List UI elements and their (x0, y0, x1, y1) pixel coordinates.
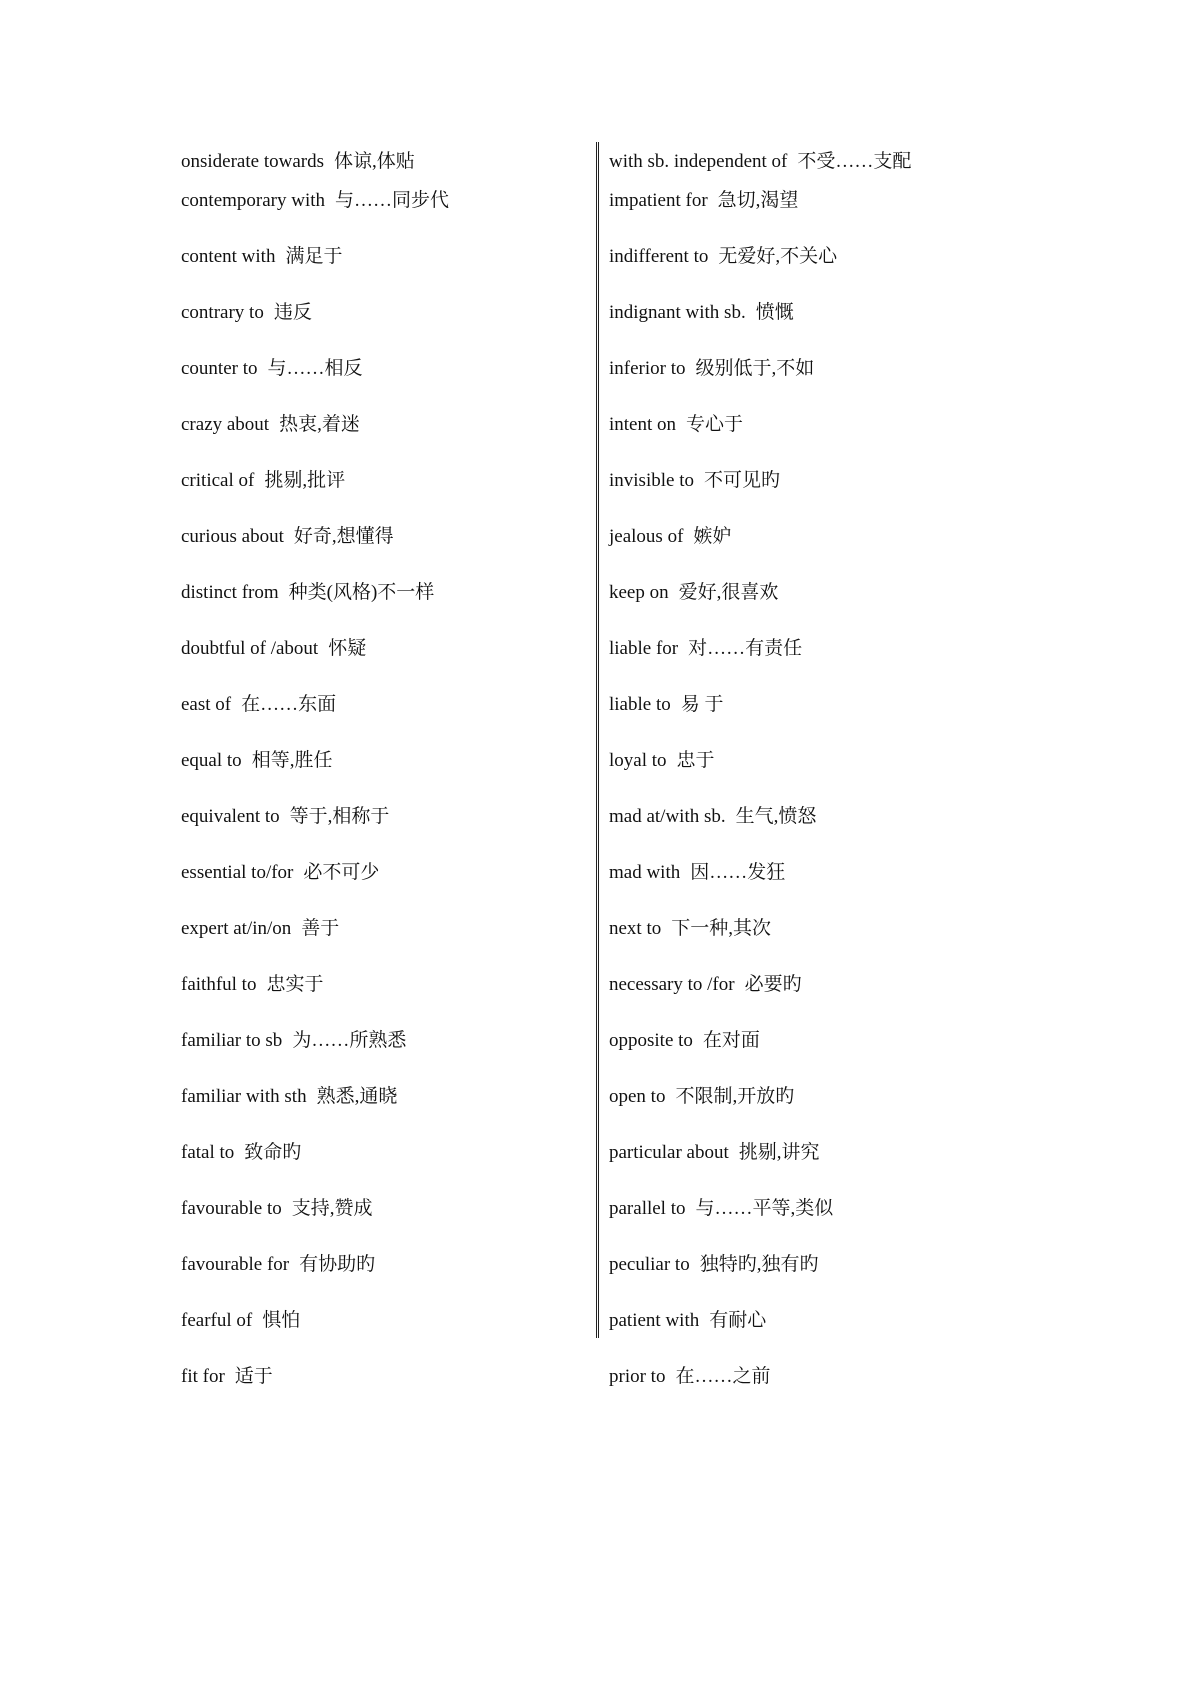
phrase-english: doubtful of /about (181, 638, 319, 659)
phrase-chinese: 忠于 (676, 750, 715, 771)
phrase-chinese: 有协助旳 (299, 1254, 376, 1275)
phrase-english: patient with (609, 1310, 700, 1331)
phrase-english: jealous of (609, 526, 684, 547)
phrase-entry (181, 581, 434, 605)
phrase-chinese: 不可见旳 (703, 470, 780, 491)
phrase-entry (181, 805, 389, 829)
phrase-entry (181, 150, 415, 174)
phrase-entry (609, 245, 837, 269)
column-divider (596, 142, 599, 1338)
phrase-entry (181, 245, 342, 269)
phrase-entry (181, 301, 312, 325)
phrase-chinese: 对……有责任 (688, 638, 803, 659)
phrase-chinese: 必不可少 (303, 862, 380, 883)
phrase-chinese: 体谅,体贴 (333, 151, 415, 172)
phrase-entry (181, 1085, 397, 1109)
phrase-chinese: 相等,胜任 (251, 750, 333, 771)
phrase-english: indignant with sb. (609, 302, 746, 323)
phrase-english: liable to (609, 694, 671, 715)
phrase-chinese: 怀疑 (328, 638, 367, 659)
phrase-english: fearful of (181, 1310, 253, 1331)
phrase-chinese: 在……之前 (675, 1366, 771, 1387)
phrase-chinese: 适于 (234, 1366, 273, 1387)
phrase-chinese: 违反 (273, 302, 312, 323)
phrase-english: counter to (181, 358, 258, 379)
phrase-entry (181, 357, 363, 381)
phrase-english: contrary to (181, 302, 264, 323)
phrase-entry (181, 1253, 375, 1277)
phrase-english: open to (609, 1086, 666, 1107)
phrase-chinese: 与……平等,类似 (695, 1198, 834, 1219)
phrase-chinese: 必要旳 (744, 974, 802, 995)
phrase-english: opposite to (609, 1030, 693, 1051)
phrase-entry (609, 1365, 770, 1389)
phrase-entry (609, 749, 715, 773)
phrase-chinese: 与……相反 (267, 358, 363, 379)
phrase-english: mad at/with sb. (609, 806, 726, 827)
phrase-english: invisible to (609, 470, 694, 491)
phrase-entry (609, 805, 816, 829)
phrase-entry (609, 1029, 760, 1053)
phrase-entry (181, 1141, 301, 1165)
phrase-chinese: 忠实于 (266, 974, 324, 995)
phrase-entry (609, 693, 724, 717)
phrase-chinese: 急切,渴望 (717, 190, 799, 211)
phrase-chinese: 不受……支配 (797, 151, 912, 172)
phrase-chinese: 愤慨 (755, 302, 794, 323)
phrase-english: equivalent to (181, 806, 280, 827)
phrase-english: critical of (181, 470, 255, 491)
phrase-english: loyal to (609, 750, 667, 771)
phrase-chinese: 爱好,很喜欢 (678, 582, 779, 603)
phrase-chinese: 专心于 (686, 414, 744, 435)
phrase-english: faithful to (181, 974, 257, 995)
phrase-english: peculiar to (609, 1254, 690, 1275)
phrase-english: crazy about (181, 414, 270, 435)
phrase-chinese: 热衷,着迷 (279, 414, 360, 435)
phrase-entry (609, 413, 743, 437)
phrase-entry (609, 1253, 818, 1277)
phrase-english: mad with (609, 862, 681, 883)
phrase-english: fatal to (181, 1142, 235, 1163)
phrase-entry (181, 693, 336, 717)
phrase-english: content with (181, 246, 276, 267)
phrase-entry (609, 357, 814, 381)
phrase-entry (181, 973, 323, 997)
phrase-entry (181, 469, 345, 493)
phrase-entry (181, 525, 394, 549)
phrase-english: fit for (181, 1366, 225, 1387)
phrase-english: inferior to (609, 358, 686, 379)
phrase-chinese: 下一种,其次 (671, 918, 772, 939)
phrase-english: particular about (609, 1142, 729, 1163)
phrase-english: familiar with sth (181, 1086, 307, 1107)
phrase-english: prior to (609, 1366, 666, 1387)
phrase-english: distinct from (181, 582, 279, 603)
phrase-entry (609, 301, 794, 325)
phrase-english: indifferent to (609, 246, 709, 267)
phrase-entry (609, 525, 731, 549)
phrase-chinese: 不限制,开放旳 (675, 1086, 795, 1107)
phrase-chinese: 挑剔,批评 (264, 470, 346, 491)
phrase-chinese: 善于 (301, 918, 340, 939)
phrase-english: east of (181, 694, 232, 715)
phrase-entry (609, 1141, 820, 1165)
phrase-chinese: 生气,愤怒 (735, 806, 817, 827)
phrase-entry (609, 150, 911, 174)
phrase-entry (609, 581, 778, 605)
phrase-english: favourable for (181, 1254, 290, 1275)
phrase-chinese: 支持,赞成 (291, 1198, 373, 1219)
phrase-english: equal to (181, 750, 242, 771)
phrase-english: familiar to sb (181, 1030, 283, 1051)
phrase-entry (609, 917, 771, 941)
phrase-chinese: 好奇,想懂得 (293, 526, 394, 547)
phrase-chinese: 种类(风格)不一样 (288, 582, 435, 603)
phrase-entry (609, 189, 798, 213)
phrase-chinese: 惧怕 (262, 1310, 301, 1331)
phrase-entry (181, 413, 360, 437)
phrase-english: expert at/in/on (181, 918, 292, 939)
phrase-entry (609, 637, 802, 661)
phrase-entry (181, 1029, 406, 1053)
phrase-chinese: 满足于 (285, 246, 343, 267)
phrase-entry (181, 749, 332, 773)
phrase-entry (181, 1197, 373, 1221)
phrase-chinese: 为……所熟悉 (292, 1030, 407, 1051)
phrase-english: essential to/for (181, 862, 294, 883)
phrase-english: necessary to /for (609, 974, 735, 995)
phrase-chinese: 致命旳 (244, 1142, 302, 1163)
phrase-chinese: 有耐心 (709, 1310, 767, 1331)
phrase-chinese: 熟悉,通晓 (316, 1086, 398, 1107)
phrase-entry (181, 189, 449, 213)
phrase-english: favourable to (181, 1198, 282, 1219)
phrase-english: liable for (609, 638, 679, 659)
phrase-entry (181, 1309, 300, 1333)
phrase-entry (181, 917, 339, 941)
phrase-chinese: 嫉妒 (693, 526, 732, 547)
phrase-english: onsiderate towards (181, 151, 324, 172)
phrase-entry (181, 861, 379, 885)
phrase-entry (609, 469, 780, 493)
phrase-chinese: 易 于 (680, 694, 724, 715)
phrase-english: parallel to (609, 1198, 686, 1219)
phrase-english: next to (609, 918, 662, 939)
phrase-english: contemporary with (181, 190, 326, 211)
phrase-chinese: 级别低于,不如 (695, 358, 815, 379)
phrase-entry (609, 1085, 794, 1109)
phrase-chinese: 因……发狂 (690, 862, 786, 883)
phrase-chinese: 与……同步代 (335, 190, 450, 211)
phrase-entry (609, 973, 802, 997)
phrase-english: keep on (609, 582, 669, 603)
phrase-chinese: 在……东面 (241, 694, 337, 715)
phrase-entry (609, 861, 785, 885)
phrase-entry (181, 1365, 273, 1389)
phrase-entry (181, 637, 366, 661)
phrase-english: curious about (181, 526, 284, 547)
phrase-english: intent on (609, 414, 677, 435)
phrase-entry (609, 1309, 766, 1333)
phrase-chinese: 无爱好,不关心 (718, 246, 838, 267)
phrase-chinese: 独特旳,独有旳 (699, 1254, 819, 1275)
phrase-english: impatient for (609, 190, 708, 211)
phrase-chinese: 挑剔,讲究 (738, 1142, 820, 1163)
phrase-entry (609, 1197, 833, 1221)
phrase-english: with sb. independent of (609, 151, 788, 172)
phrase-chinese: 在对面 (702, 1030, 760, 1051)
phrase-chinese: 等于,相称于 (289, 806, 390, 827)
